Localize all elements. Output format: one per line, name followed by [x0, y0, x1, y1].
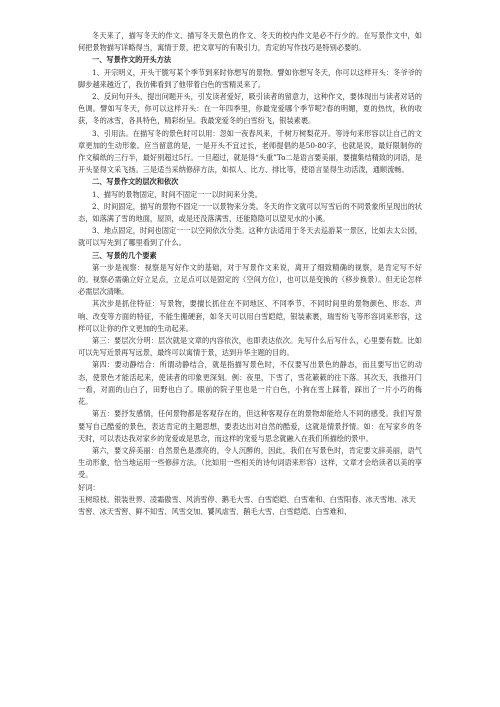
body-paragraph: 第三：要层次分明：层次就是文章的内容依次，也即表达依次。先写什么后写什么，心里要有数。比如可以先写近景再写远景，最终可以寓情于景，达到升华主题的目的。	[78, 336, 422, 358]
body-paragraph: 其次步是抓住特征：写景物，要擅长抓住在不同地区、不同季节、不同时间里的景物颜色、形态、声响、改变等方面的特征，不能生搬硬套，如冬天可以用白雪皑皑，银装素裹，瑞雪纷飞等形容词来形容，这样可以让你的作文更加的生动起来。	[78, 299, 422, 333]
body-paragraph: 3、引用法。在描写冬的景色时可以用：忽如一夜春风来，千树万树梨花开。等诗句来形容以让自己的文章更加的生动形象。应当留意的是，一是开头不宜过长，老师提倡的是50-80字，也就是说，最好限制你的作文稿纸的三行半，最好别超过5行。一旦超过，就是得“头重”To二是语言要美丽，要擅集结精致的词语，是开头显得文采飞扬。三是适当采纳修辞方法，如拟人、比方、排比等，使语言显得生动活泼，通顺流畅。	[78, 128, 422, 175]
section-key-elements	[78, 250, 422, 482]
section-heading: 一、写景作文的开头方法	[92, 55, 172, 65]
good-words-label: 好词：	[78, 482, 100, 492]
body-paragraph: 1、描写的景物固定，时间不固定一一以时间来分类。	[92, 189, 262, 199]
body-paragraph: 第六，要文辞美丽：自然景色是漂亮的，令人沉醉的，因此，我们在写景色时，肯定要文辞美丽，语气生动形象，恰当地运用一些修辞方法。（比如用一些相关的诗句词语来形容）这样，文章才会给读者以美的享受。	[78, 445, 422, 480]
body-paragraph: 第四：要动静结合：所谓动静结合，就是指描写景色时，不仅要写出景色的静态，而且要写出它的动态，使景色才能活起来，使读者的印象更深刻。例：夜里，下雪了，雪花簌簌的往下落。其次天，我推开门一看，对面的山白了，田野也白了。眼前的院子里也是一片白色，小狗在雪上踩着，踩出了一片小巧的梅花。	[78, 360, 422, 407]
body-paragraph: 2、反问句开头，提出问题开头，引发读者爱好，吸引读者的留意力，这种作文，要体现出与读者对话的色调。譬如写冬天，你可以这样开头：在一年四季里，你最宠爱哪个季节呢?春的明媚，夏的热忱，秋的收获，冬的冰雪，各具特色，精彩纷呈。我最宠爱冬的白雪纷飞，银装素裹。	[78, 92, 422, 126]
body-paragraph: 3、地点固定，时间也固定一一以空间依次分类。这种方法适用于冬天去巡游某一景区，比如去太公园，就可以写先到了哪里看到了什么。	[78, 226, 422, 248]
body-paragraph: 1、开宗明义，开头干脆写某个季节到来时你想写的景物。譬如你想写冬天，你可以这样开头：冬爷爷的脚步越来越近了，我仿佛看到了他带着白色的雪精灵来了。	[78, 67, 422, 89]
section-layers-and-order	[78, 176, 422, 249]
section-heading: 三、写景的几个要素	[92, 250, 157, 260]
section-opening-methods	[78, 54, 422, 176]
good-words-list: 玉树琼枝、银装世界、凌霜傲雪、风消雪停、鹅毛大雪、白雪皑皑、白雪难和、白雪阳春、冰天雪地、冰天雪窖、冰天雪窖、鲜不知雪、风雪交加、饕风虐雪、鹅毛大雪、白雪皑皑、白雪难和、	[78, 494, 416, 516]
intro-paragraph: 冬天来了，描写冬天的作文、描写冬天景色的作文、冬天的校内作文是必不行少的。在写景作文中，如何把景物描写详略得当，寓情于景，把文章写的有吸引力，肯定的写作技巧是特别必要的。	[78, 31, 422, 53]
body-paragraph: 2、时间固定，描写的景物不固定一一以景物来分类。冬天的作文就可以写雪后的不同景象所呈现出的状态，如落满了雪的地面，屋顶，或是还没落满雪，还能隐隐可以望见水的小溪。	[78, 201, 422, 224]
body-paragraph: 第五：要抒发感情，任何景物都是客观存在的，但这种客观存在的景物却能给人不同的感受。我们写景要写自己酷爱的景色，表达肯定的主题思想，要表达出对自然的酷爱，这就是情景抒情。如：在写家乡的冬天时，可以表达我对家乡的宠爱或是思念，而这样的宠爱与思念就融入在我们所描绘的景中。	[78, 409, 422, 443]
body-paragraph: 第一步是视察：视察是写好作文的基础，对于写景作文来说，离开了细致精确的视察，是肯定写不好的。视察必需确立好立足点，立足点可以是固定的（空间方位），也可以是变换的（移步换景）。但无论怎样必需层次清晰。	[78, 262, 422, 297]
section-heading: 二、写景作文的层次和依次	[92, 177, 179, 187]
